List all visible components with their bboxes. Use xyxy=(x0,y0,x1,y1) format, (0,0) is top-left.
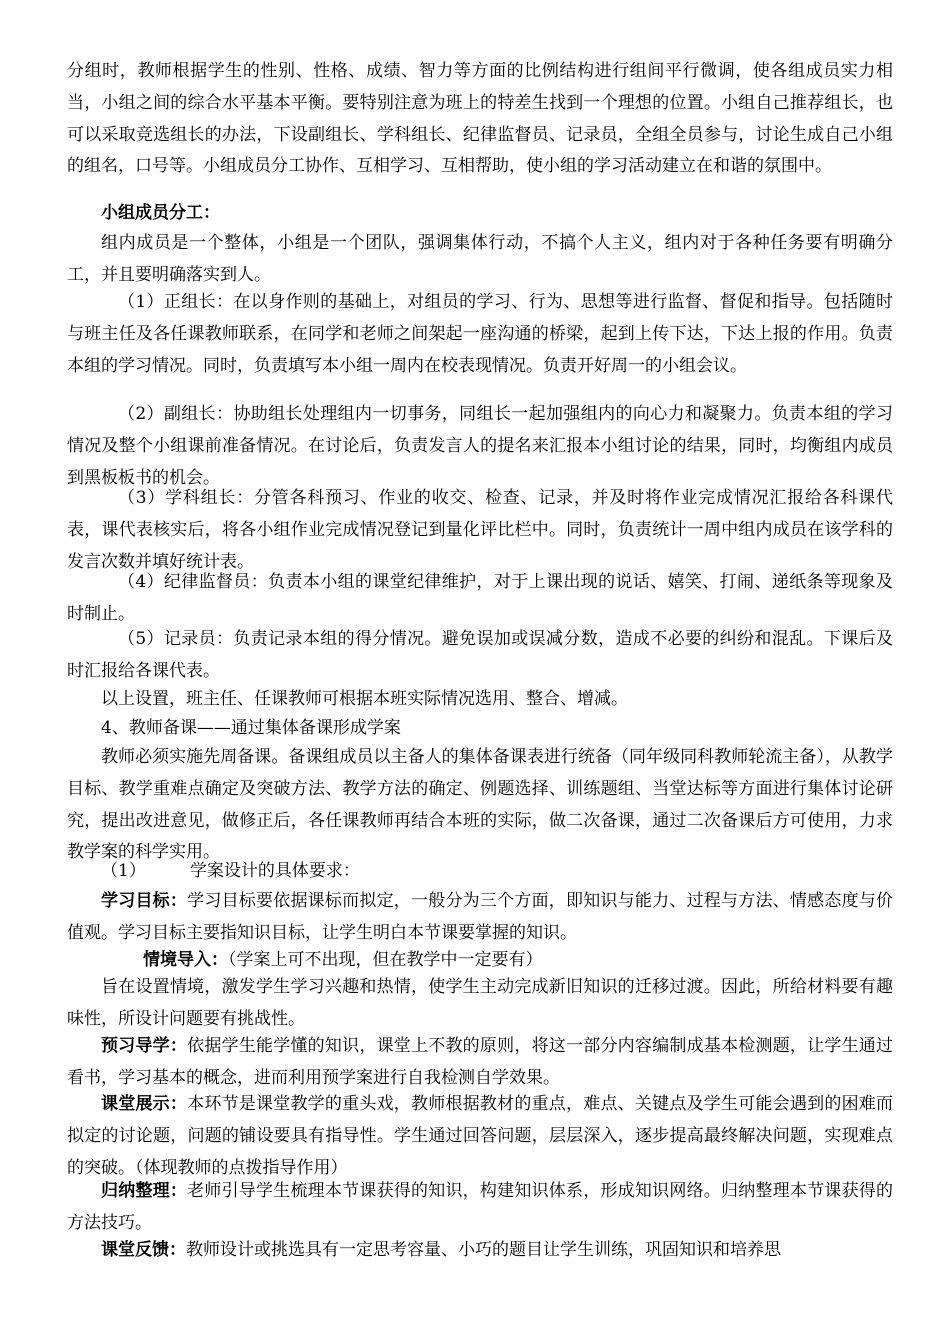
paragraph-preview-guide xyxy=(67,1031,893,1095)
subheading-design-requirements xyxy=(67,856,893,888)
paragraph-collective-prep: 教师必须实施先周备课。备课组成员以主备人的集体备课表进行统备（同年级同科教师轮流主备），从教学目标、教学重难点确定及突破方法、教学方法的确定、例题选择、训练题组、当堂达标等方面进行集体讨论研究，提出改进意见，做修正后，各任课教师再结合本班的实际，做二次备课，通过二次备课后方可使用，力求教学案的科学实用。 xyxy=(67,747,893,863)
label-class-feedback: 课堂反馈： xyxy=(101,1240,186,1260)
list-number: （1） xyxy=(101,861,146,881)
paragraph-class-feedback xyxy=(67,1235,893,1267)
text-summary: 老师引导学生梳理本节课获得的知识，构建知识体系，形成知识网络。归纳整理本节课获得的方法技巧。 xyxy=(67,1181,894,1233)
paragraph-member-intro: 组内成员是一个整体，小组是一个团队，强调集体行动，不搞个人主义，组内对于各种任务要有明确分工，并且要明确落实到人。 xyxy=(67,233,893,285)
paragraph-deputy-leader: （2）副组长：协助组长处理组内一切事务，同组长一起加强组内的向心力和凝聚力。负责本组的学习情况及整个小组课前准备情况。在讨论后，负责发言人的提名来汇报本小组讨论的结果，同时，均衡组内成员到黑板板书的机会。 xyxy=(67,404,893,488)
label-summary: 归纳整理： xyxy=(101,1181,188,1201)
text-class-feedback: 教师设计或挑选具有一定思考容量、小巧的题目让学生训练，巩固知识和培养思 xyxy=(186,1240,781,1260)
paragraph-subject-leader: （3）学科组长：分管各科预习、作业的收交、检查、记录，并及时将作业完成情况汇报给各科课代表，课代表核实后，将各小组作业完成情况登记到量化评比栏中。同时，负责统计一周中组内成员在该学科的发言次数并填好统计表。 xyxy=(67,488,893,572)
paragraph-recorder: （5）记录员：负责记录本组的得分情况。避免误加或误减分数，造成不必要的纠纷和混乱。下课后及时汇报给各课代表。 xyxy=(67,629,893,681)
text-class-display: 本环节是课堂教学的重头戏，教师根据教材的重点，难点、关键点及学生可能会遇到的困难而拟定的讨论题，问题的铺设要具有指导性。学生通过回答问题，层层深入，逐步提高最终解决问题，实现难点的突破。（体现教师的点拨指导作用） xyxy=(67,1094,894,1178)
paragraph-discipline-monitor: （4）纪律监督员：负责本小组的课堂纪律维护，对于上课出现的说话、嬉笑、打闹、递纸条等现象及时制止。 xyxy=(67,572,893,624)
paragraph-learning-goals xyxy=(67,886,893,950)
paragraph-settings-note: 以上设置，班主任、任课教师可根据本班实际情况选用、整合、增减。 xyxy=(101,689,628,709)
label-learning-goals: 学习目标： xyxy=(101,891,188,911)
heading-member-division xyxy=(67,198,893,230)
paragraph-class-display xyxy=(67,1089,893,1184)
label-preview-guide: 预习导学： xyxy=(101,1036,188,1056)
section-heading-lesson-prep: 4、教师备课——通过集体备课形成学案 xyxy=(101,718,401,738)
paragraph-team-leader: （1）正组长：在以身作则的基础上，对组员的学习、行为、思想等进行监督、督促和指导。包括随时与班主任及各任课教师联系，在同学和老师之间架起一座沟通的桥梁，起到上传下达，下达上报的作用。负责本组的学习情况。同时，负责填写本小组一周内在校表现情况。负责开好周一的小组会议。 xyxy=(67,292,893,376)
heading-text: 小组成员分工： xyxy=(101,203,220,223)
note-situation-intro: （学案上可不出现，但在教学中一定要有） xyxy=(228,950,543,970)
paragraph-situation-intro: 旨在设置情境，激发学生学习兴趣和热情，使学生主动完成新旧知识的迁移过渡。因此，所给材料要有趣味性，所设计问题要有挑战性。 xyxy=(67,977,893,1029)
label-class-display: 课堂展示： xyxy=(101,1094,188,1114)
paragraph-summary xyxy=(67,1176,893,1240)
subheading-text: 学案设计的具体要求： xyxy=(189,861,360,881)
text-preview-guide: 依据学生能学懂的知识，课堂上不教的原则，将这一部分内容编制成基本检测题，让学生通过看书，学习基本的概念，进而利用预学案进行自我检测自学效果。 xyxy=(67,1036,894,1088)
text-learning-goals: 学习目标要依据课标而拟定，一般分为三个方面，即知识与能力、过程与方法、情感态度与价值观。学习目标主要指知识目标，让学生明白本节课要掌握的知识。 xyxy=(67,891,894,943)
label-situation-intro: 情境导入： xyxy=(143,950,228,970)
paragraph-grouping: 分组时，教师根据学生的性别、性格、成绩、智力等方面的比例结构进行组间平行微调，使各组成员实力相当，小组之间的综合水平基本平衡。要特别注意为班上的特差生找到一个理想的位置。小组自己推荐组长，也可以采取竞选组长的办法，下设副组长、学科组长、纪律监督员、记录员，全组全员参与，讨论生成自己小组的组名，口号等。小组成员分工协作、互相学习、互相帮助，使小组的学习活动建立在和谐的氛围中。 xyxy=(67,61,893,177)
